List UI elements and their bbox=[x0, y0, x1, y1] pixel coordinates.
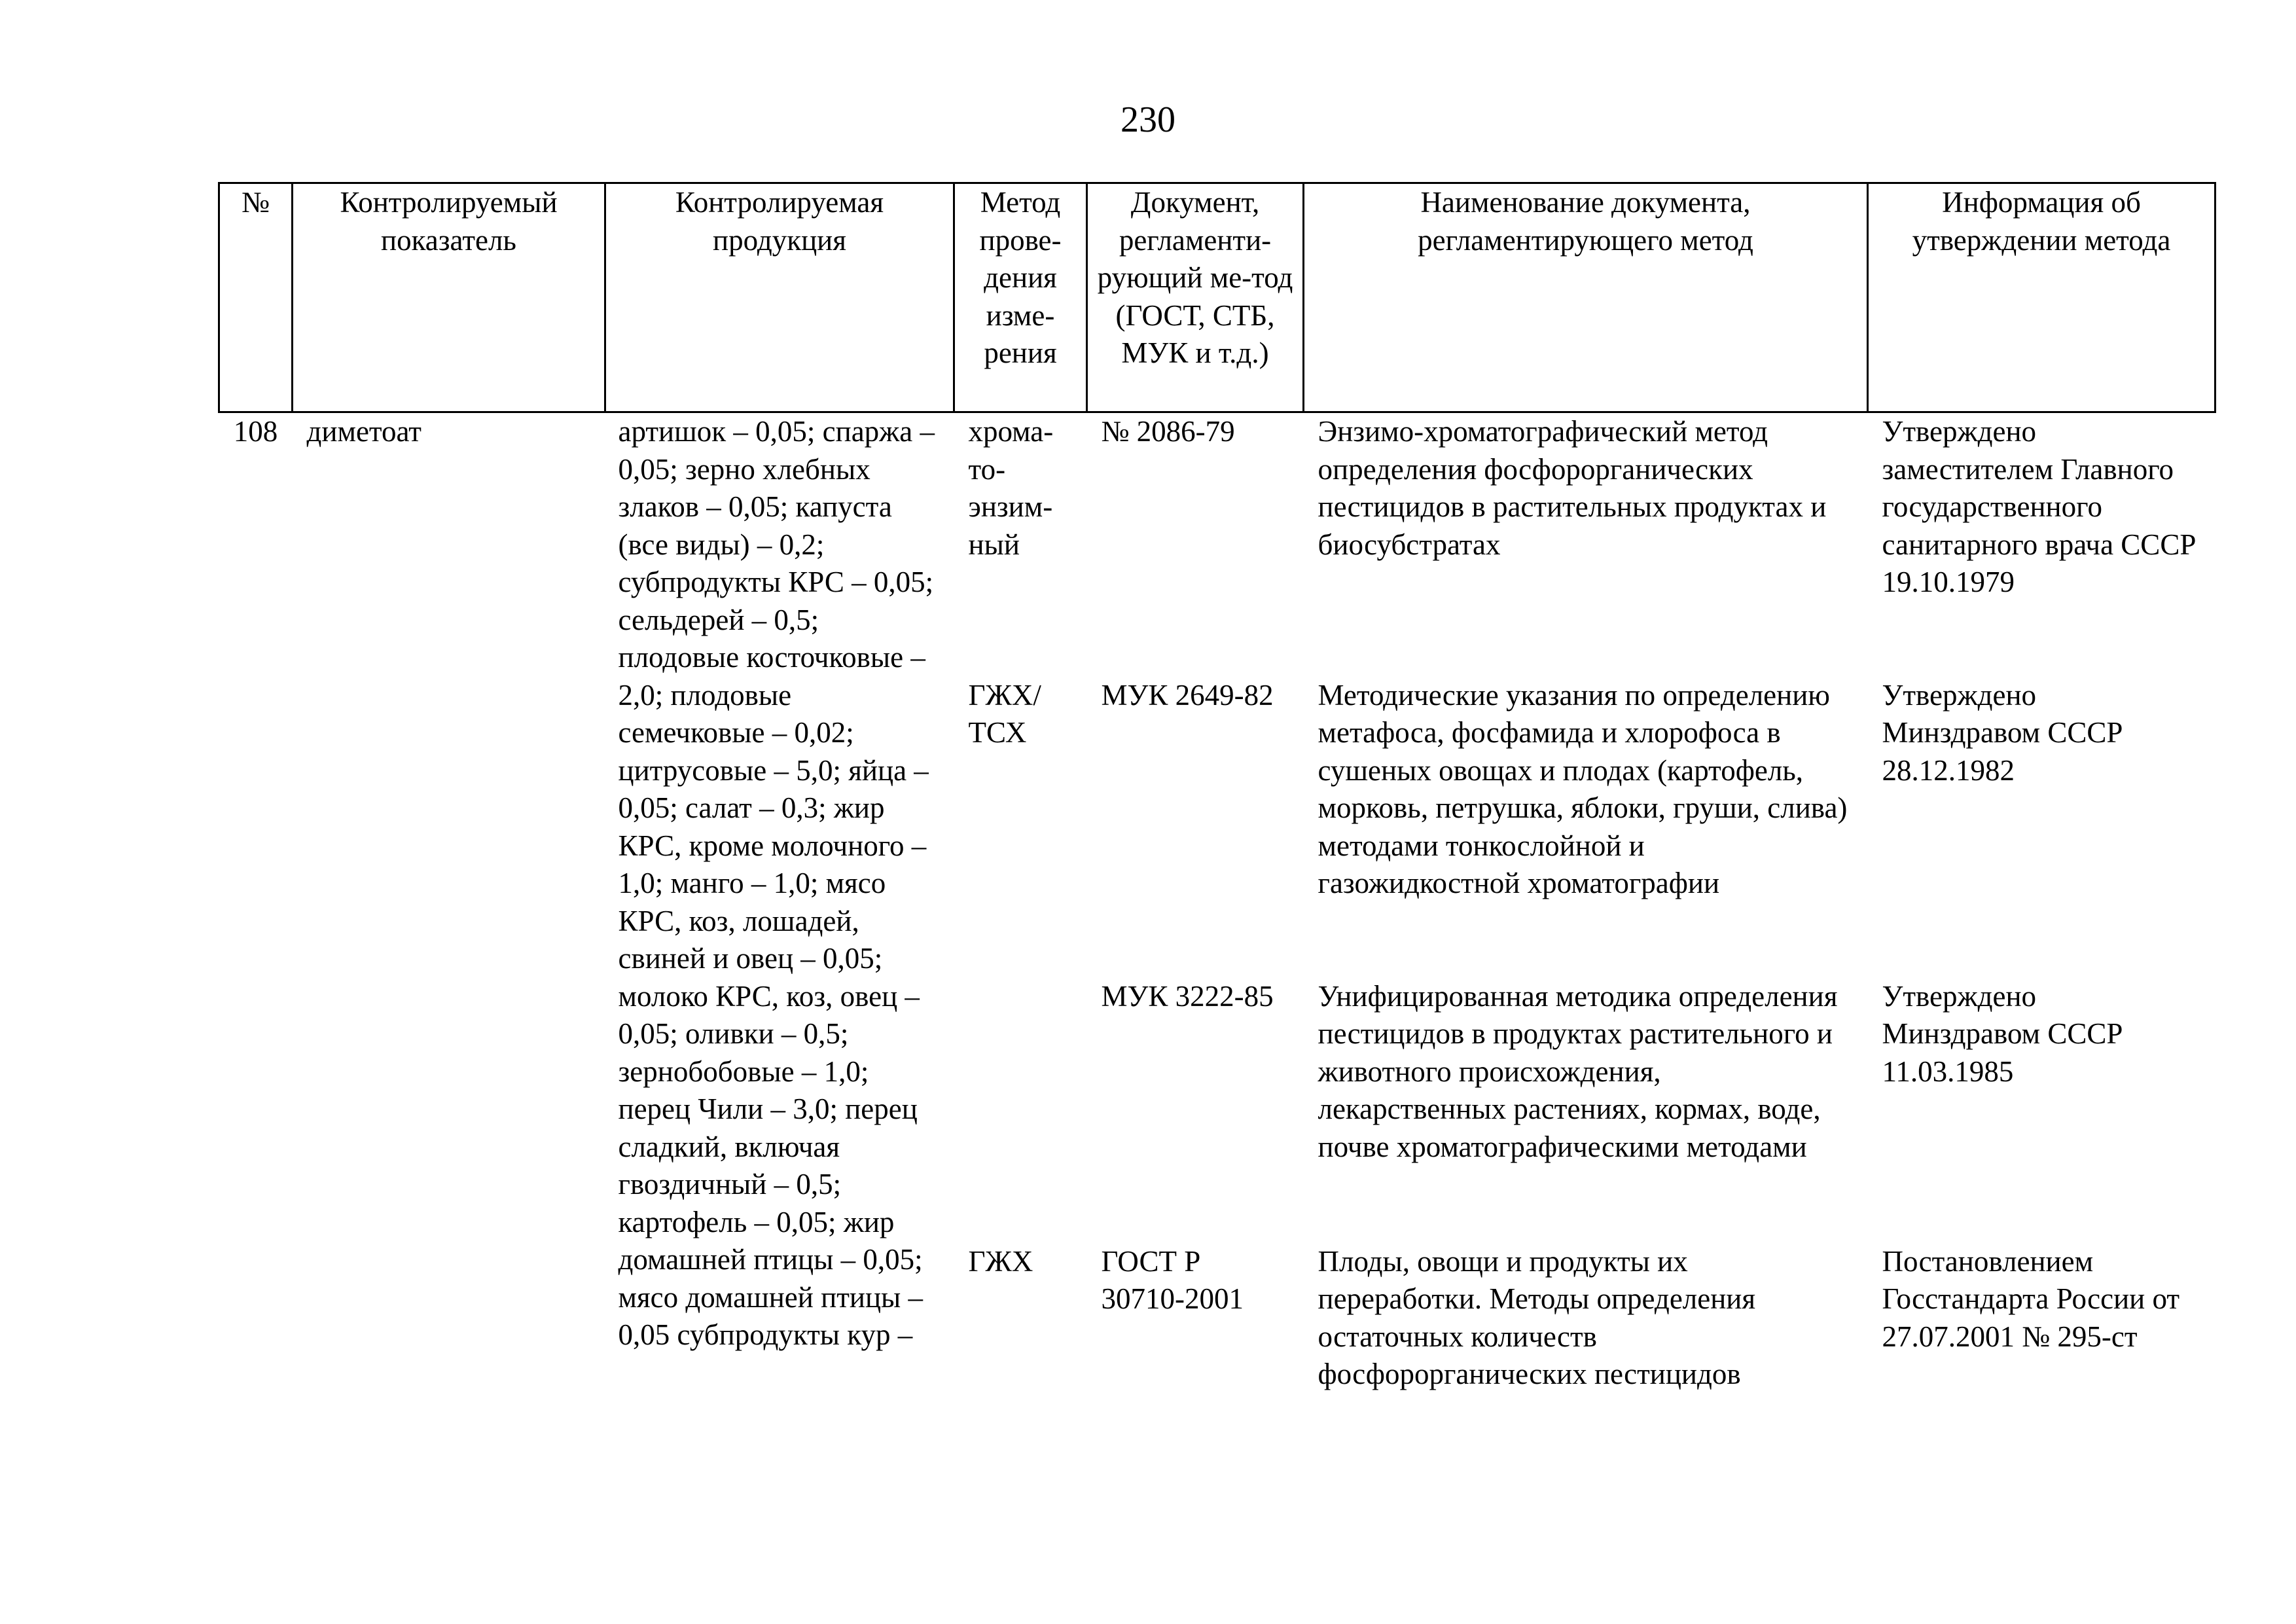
method-2-approval: Утверждено Минздравом СССР 28.12.1982 bbox=[1882, 678, 2123, 787]
row-number: 108 bbox=[233, 415, 278, 448]
method-3-approval: Утверждено Минздравом СССР 11.03.1985 bbox=[1882, 979, 2123, 1088]
method-4-approval: Постановлением Госстандарта России от 27.07.2001 № 295-ст bbox=[1882, 1244, 2180, 1353]
header-indicator: Контролируемый показатель bbox=[293, 183, 605, 412]
method-1-title: Энзимо-хроматографический метод определения фосфорорганических пестицидов в растительных продуктах и биосубстратах bbox=[1318, 415, 1827, 561]
method-2-title: Методические указания по определению метафоса, фосфамида и хлорофоса в сушеных овощах и плодах (картофель, морковь, петрушка, яблоки, груши, слива) методами тонкослойной и газожидкостной хроматографии bbox=[1318, 678, 1848, 899]
header-document: Документ, регламенти-рующий ме-тод (ГОСТ, СТБ, МУК и т.д.) bbox=[1087, 183, 1304, 412]
header-number: № bbox=[219, 183, 293, 412]
header-document-title: Наименование документа, регламентирующего метод bbox=[1304, 183, 1868, 412]
method-3-title: Унифицированная методика определения пестицидов в продуктах растительного и животного происхождения, лекарственных растениях, кормах, воде, почве хроматографическими методами bbox=[1318, 979, 1838, 1163]
table-row bbox=[219, 412, 2215, 677]
method-2-type: ГЖХ/ ТСХ bbox=[968, 678, 1041, 749]
table-header-row bbox=[219, 183, 2215, 412]
method-1-document: № 2086-79 bbox=[1101, 415, 1235, 448]
page-number: 230 bbox=[1121, 99, 1175, 140]
method-1-approval: Утверждено заместителем Главного государственного санитарного врача СССР 19.10.1979 bbox=[1882, 415, 2197, 598]
method-2-document: МУК 2649-82 bbox=[1101, 678, 1274, 712]
method-4-document: ГОСТ Р 30710-2001 bbox=[1101, 1244, 1244, 1315]
header-products: Контролируемая продукция bbox=[605, 183, 954, 412]
row-indicator: диметоат bbox=[306, 415, 422, 448]
method-4-type: ГЖХ bbox=[968, 1244, 1033, 1278]
header-approval-info: Информация об утверждении метода bbox=[1868, 183, 2215, 412]
method-3-document: МУК 3222-85 bbox=[1101, 979, 1274, 1013]
method-4-title: Плоды, овощи и продукты их переработки. Методы определения остаточных количеств фосфорорганических пестицидов bbox=[1318, 1244, 1756, 1390]
method-1-type: хрома-то-энзим-ный bbox=[968, 415, 1054, 561]
pesticide-methods-table bbox=[218, 182, 2216, 1485]
method-3-type bbox=[954, 978, 1087, 1243]
header-method: Метод прове-дения изме-рения bbox=[954, 183, 1087, 412]
row-products: артишок – 0,05; спаржа – 0,05; зерно хлебных злаков – 0,05; капуста (все виды) – 0,2; субпродукты КРС – 0,05; сельдерей – 0,5; плодовые косточковые – 2,0; плодовые семечковые – 0,02; цитрусовые – 5,0; яйца – 0,05; салат – 0,3; жир КРС, кроме молочного – 1,0; манго – 1,0; мясо КРС, коз, лошадей, свиней и овец – 0,05; молоко КРС, коз, овец – 0,05; оливки – 0,5; зернобобовые – 1,0; перец Чили – 3,0; перец сладкий, включая гвоздичный – 0,5; картофель – 0,05; жир домашней птицы – 0,05; мясо домашней птицы – 0,05 субпродукты кур – bbox=[618, 415, 935, 1351]
